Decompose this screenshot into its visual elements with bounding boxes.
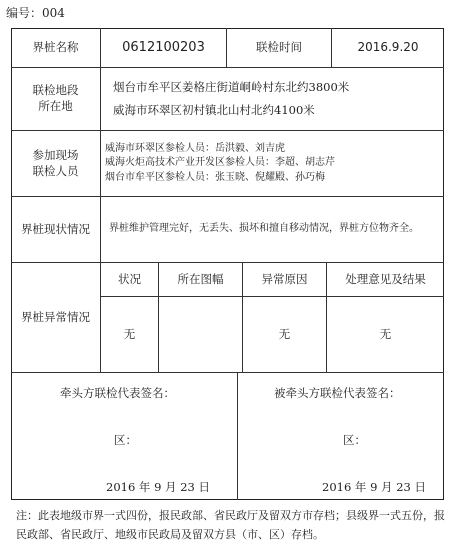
- location-label-line2: 所在地: [38, 99, 73, 113]
- boundary-name-label: 界桩名称: [11, 28, 101, 68]
- anomaly-header-cause: 异常原因: [243, 263, 327, 297]
- participants-list: [101, 131, 444, 197]
- location-value: [101, 68, 444, 131]
- anomaly-header-condition: 状况: [101, 263, 159, 297]
- participant-line: 威海市环翠区参检人员：岳洪毅、刘吉虎: [105, 142, 285, 154]
- participants-label-line1: 参加现场: [32, 147, 79, 162]
- other-party-signature-title: 被牵头方联检代表签名：: [274, 386, 401, 400]
- anomaly-header-handling: 处理意见及结果: [327, 263, 444, 297]
- location-label-line1: 联检地段: [32, 83, 79, 98]
- status-label: 界桩现状情况: [11, 197, 101, 263]
- boundary-name-value: 0612100203: [101, 28, 227, 68]
- anomaly-label: 界桩异常情况: [11, 263, 101, 373]
- location-line-1: 烟台市牟平区姜格庄街道峒岭村东北约3800米: [113, 80, 350, 94]
- participant-line: 威海火炬高技术产业开发区参检人员：李超、胡志芹: [105, 157, 335, 169]
- serial-number: 编号：004: [6, 6, 65, 20]
- other-party-date: 2016 年 9 月 23 日: [322, 480, 426, 494]
- anomaly-cause-value: 无: [243, 297, 327, 373]
- status-value: 界桩维护管理完好，无丢失、损坏和擅自移动情况，界桩方位物齐全。: [101, 197, 444, 263]
- anomaly-header-map-sheet: 所在图幅: [159, 263, 243, 297]
- lead-party-date: 2016 年 9 月 23 日: [106, 480, 210, 494]
- location-line-2: 威海市环翠区初村镇北山村北约4100米: [113, 103, 315, 117]
- participants-label: [11, 131, 101, 197]
- other-party-district: 区：: [343, 433, 366, 447]
- inspection-time-value: 2016.9.20: [332, 28, 444, 68]
- location-label: [11, 68, 101, 131]
- lead-party-signature-title: 牵头方联检代表签名：: [60, 386, 175, 400]
- participant-line: 烟台市牟平区参检人员：张玉晓、倪耀殿、孙巧梅: [105, 171, 325, 183]
- footer-note: 注：此表地级市界一式四份，报民政部、省民政厅及留双方市存档；县级界一式五份，报民政部、省民政厅、地级市民政局及留双方县（市、区）存档。: [16, 509, 445, 542]
- anomaly-condition-value: 无: [101, 297, 159, 373]
- lead-party-district: 区：: [114, 433, 137, 447]
- inspection-time-label: 联检时间: [227, 28, 332, 68]
- participants-label-line2: 联检人员: [32, 163, 79, 178]
- anomaly-map-sheet-value: [159, 297, 243, 373]
- anomaly-handling-value: 无: [327, 297, 444, 373]
